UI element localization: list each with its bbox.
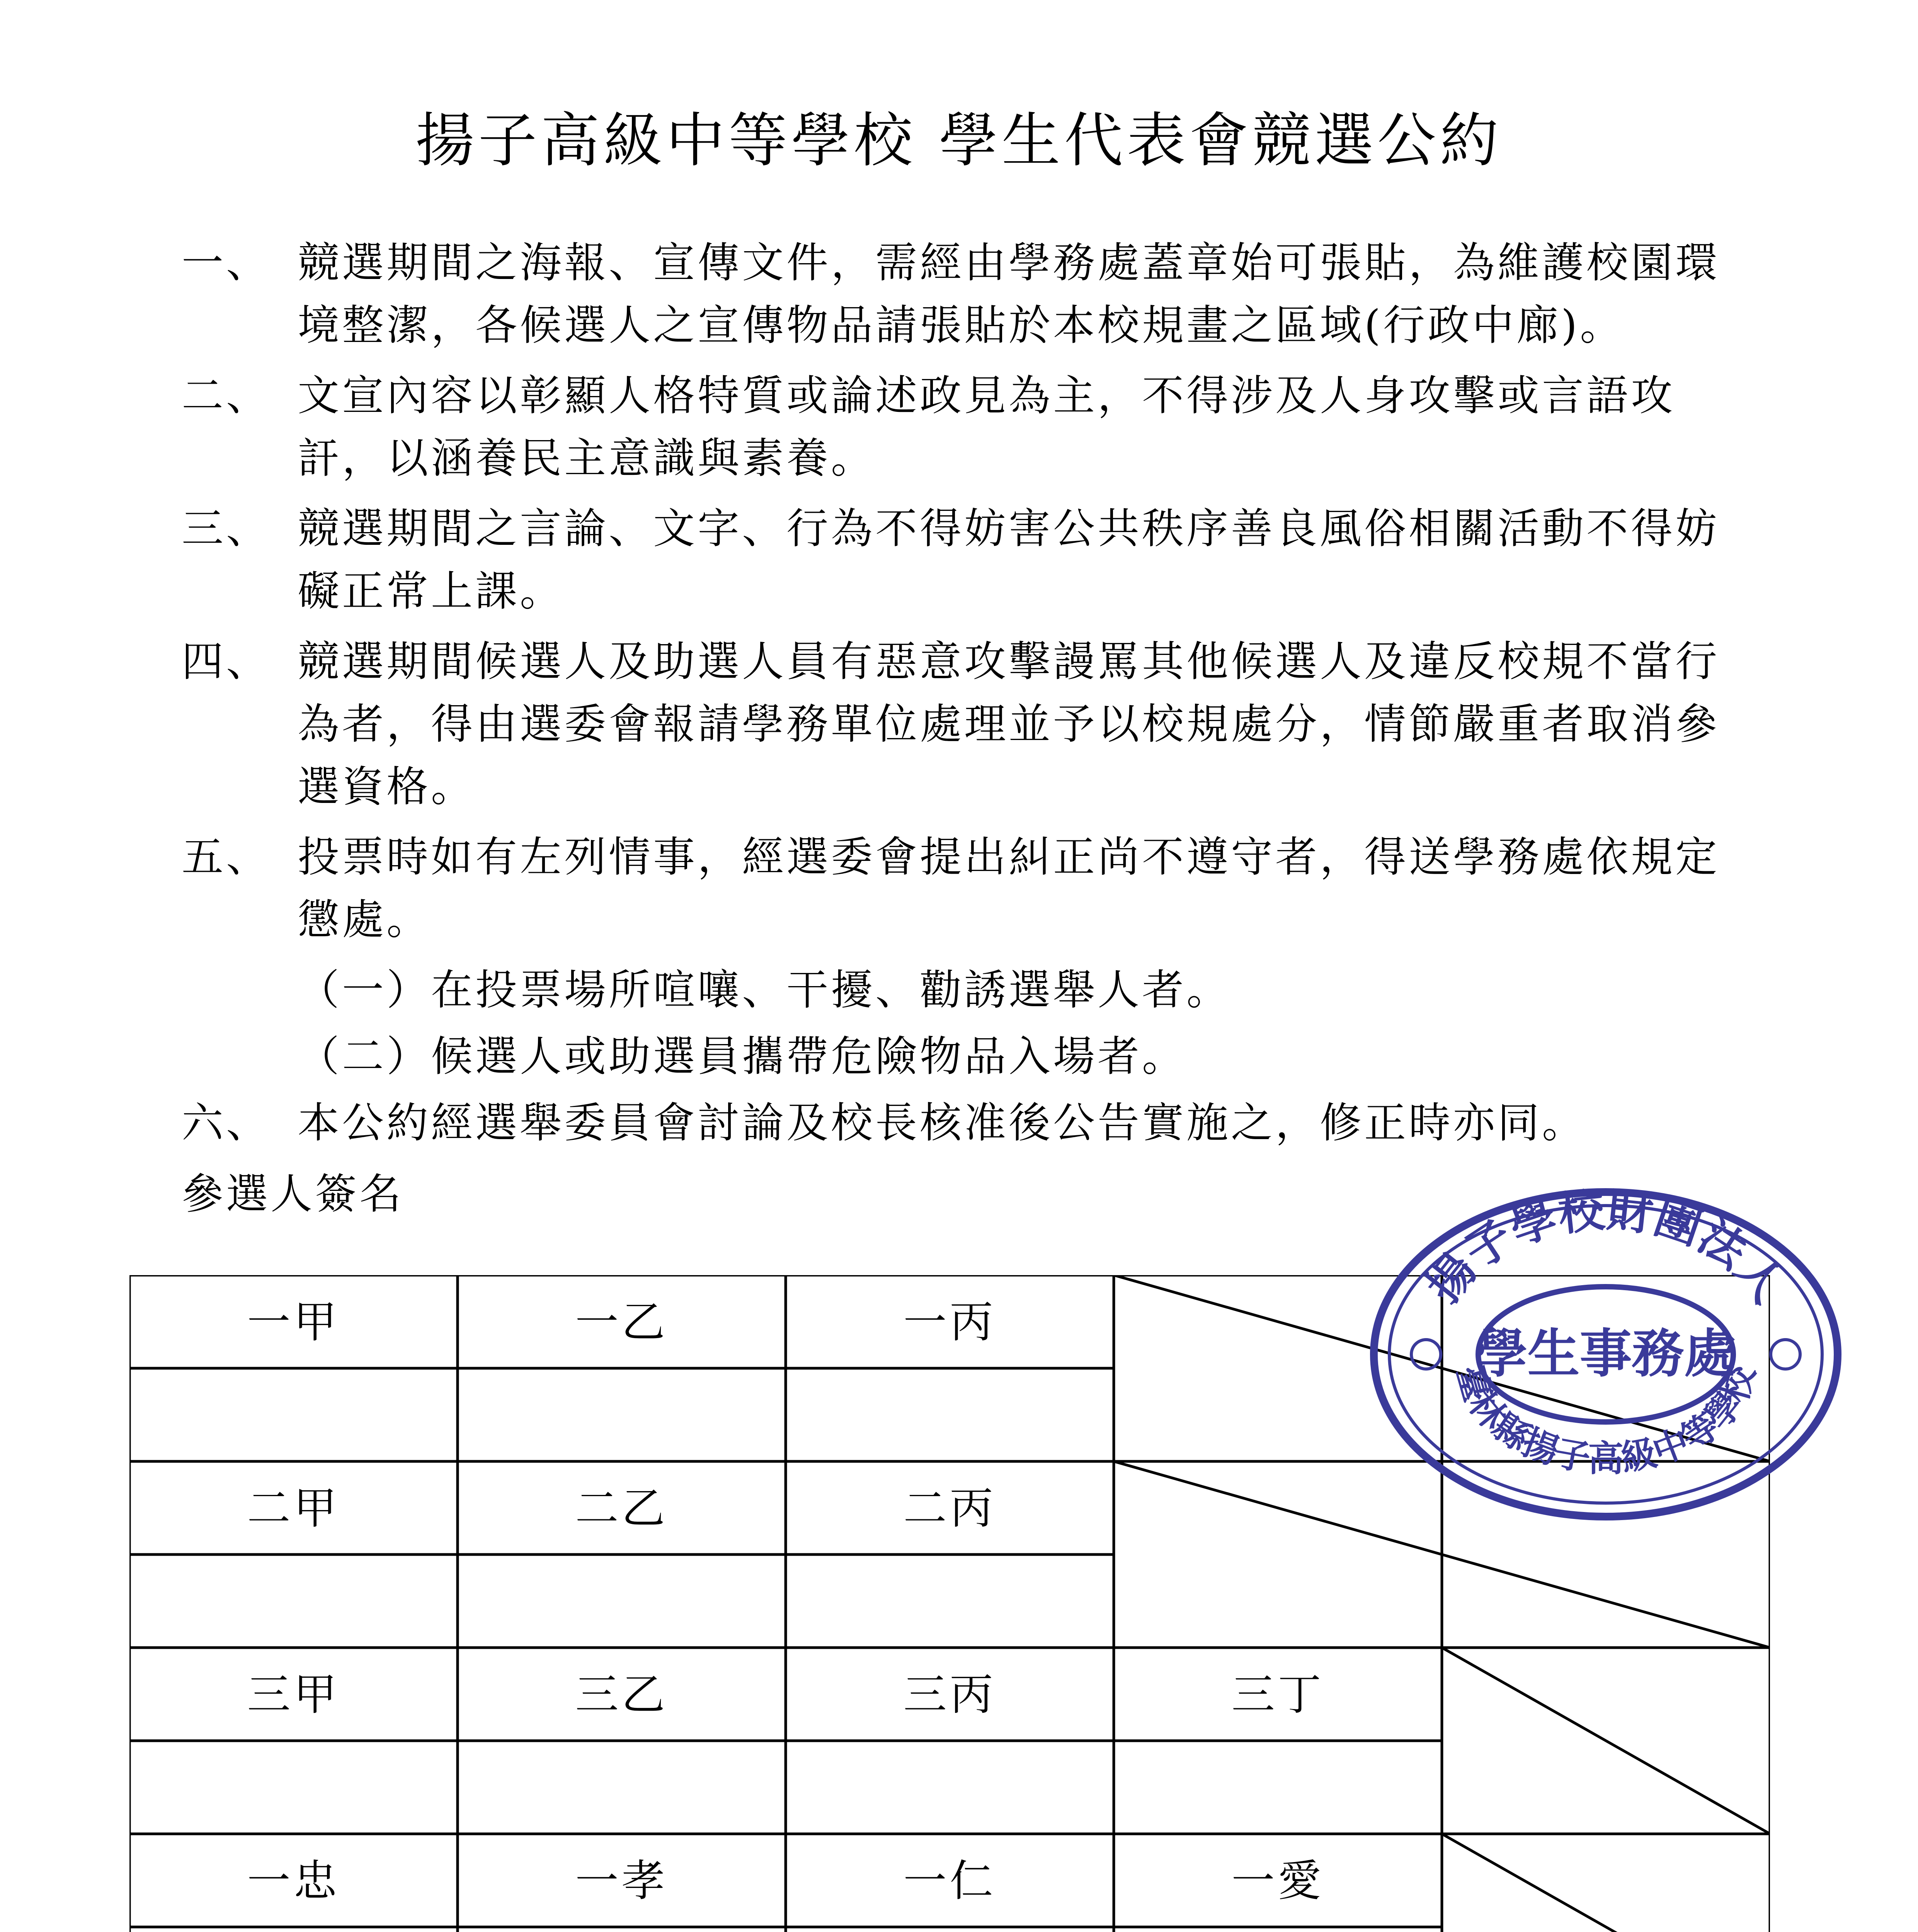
clause-list [182, 232, 1766, 1162]
page-title: 揚子高級中等學校 學生代表會競選公約 [415, 106, 1503, 175]
signature-cell [786, 1554, 1114, 1648]
seal-emblem-left-icon [1411, 1340, 1441, 1369]
clause-line: 競選期間之海報、宣傳文件，需經由學務處蓋章始可張貼，為維護校園環 [298, 239, 1720, 287]
class-label-cell: 三乙 [575, 1670, 668, 1720]
clause-line: 文宣內容以彰顯人格特質或論述政見為主，不得涉及人身攻擊或言語攻 [298, 372, 1676, 420]
clause-number: 三、 [182, 505, 271, 553]
clause-line: 為者，得由選委會報請學務單位處理並予以校規處分，情節嚴重者取消參 [298, 700, 1720, 748]
clause-2 [182, 365, 1766, 490]
clause-number: 五、 [182, 833, 271, 881]
signature-cell [129, 1554, 458, 1648]
signature-cell [129, 1368, 458, 1461]
class-label-cell: 一愛 [1231, 1856, 1324, 1906]
class-label-cell: 一孝 [575, 1856, 668, 1906]
class-label-cell: 二甲 [247, 1483, 340, 1534]
signature-cell [129, 1927, 458, 1932]
class-label-cell: 三丙 [903, 1670, 996, 1720]
signature-cell [786, 1927, 1114, 1932]
seal-inner-text: 臺林縣揚子高級中等學校 [1448, 1361, 1763, 1480]
signature-label: 參選人簽名 [182, 1170, 404, 1218]
signature-cell [1114, 1927, 1442, 1932]
signature-cell [786, 1368, 1114, 1461]
class-label-cell: 一忠 [247, 1856, 340, 1906]
clause-line: 境整潔，各候選人之宣傳物品請張貼於本校規畫之區域(行政中廊)。 [298, 301, 1625, 350]
empty-cell-diagonal [1442, 1834, 1770, 1932]
seal-outer-text: 揚子學校財團法人 [1416, 1183, 1795, 1313]
class-label-cell: 二乙 [575, 1483, 668, 1534]
clause-1 [182, 232, 1766, 357]
class-label-cell: 三丁 [1231, 1670, 1324, 1720]
class-label-cell: 一仁 [903, 1856, 996, 1906]
clause-number: 六、 [182, 1099, 271, 1147]
clause-line: 選資格。 [298, 763, 476, 811]
seal-stamp [1360, 1182, 1851, 1526]
signature-cell [786, 1741, 1114, 1834]
clause-4 [182, 631, 1766, 818]
empty-cell-diagonal [1442, 1648, 1770, 1834]
sub-item-2: （二）候選人或助選員攜帶危險物品入場者。 [298, 1032, 1187, 1081]
clause-line: 訐，以涵養民主意識與素養。 [298, 434, 876, 483]
signature-cell [458, 1741, 786, 1834]
signature-cell [1114, 1741, 1442, 1834]
sub-item-1: （一）在投票場所喧嚷、干擾、勸誘選舉人者。 [298, 966, 1231, 1014]
clause-line: 競選期間候選人及助選人員有惡意攻擊謾罵其他候選人及違反校規不當行 [298, 638, 1720, 686]
clause-3 [182, 498, 1766, 623]
clause-number: 四、 [182, 638, 271, 686]
class-label-cell: 一甲 [247, 1297, 340, 1347]
signature-cell [458, 1554, 786, 1648]
seal-center-text: 學生事務處 [1475, 1323, 1736, 1384]
clause-number: 二、 [182, 372, 271, 420]
clause-6 [182, 1092, 1766, 1155]
clause-line: 懲處。 [298, 896, 431, 944]
clause-line: 本公約經選舉委員會討論及校長核准後公告實施之，修正時亦同。 [298, 1099, 1587, 1147]
seal-emblem-right-icon [1771, 1340, 1800, 1369]
clause-line: 競選期間之言論、文字、行為不得妨害公共秩序善良風俗相關活動不得妨 [298, 505, 1720, 553]
class-label-cell: 二丙 [903, 1483, 996, 1534]
clause-5 [182, 826, 1766, 951]
class-label-cell: 一乙 [575, 1297, 668, 1347]
clause-line: 投票時如有左列情事，經選委會提出糾正尚不遵守者，得送學務處依規定 [298, 833, 1720, 881]
signature-cell [129, 1741, 458, 1834]
clause-number: 一、 [182, 239, 271, 287]
class-label-cell: 一丙 [903, 1297, 996, 1347]
class-label-cell: 三甲 [247, 1670, 340, 1720]
clause-line: 礙正常上課。 [298, 567, 565, 616]
signature-cell [458, 1368, 786, 1461]
signature-cell [458, 1927, 786, 1932]
